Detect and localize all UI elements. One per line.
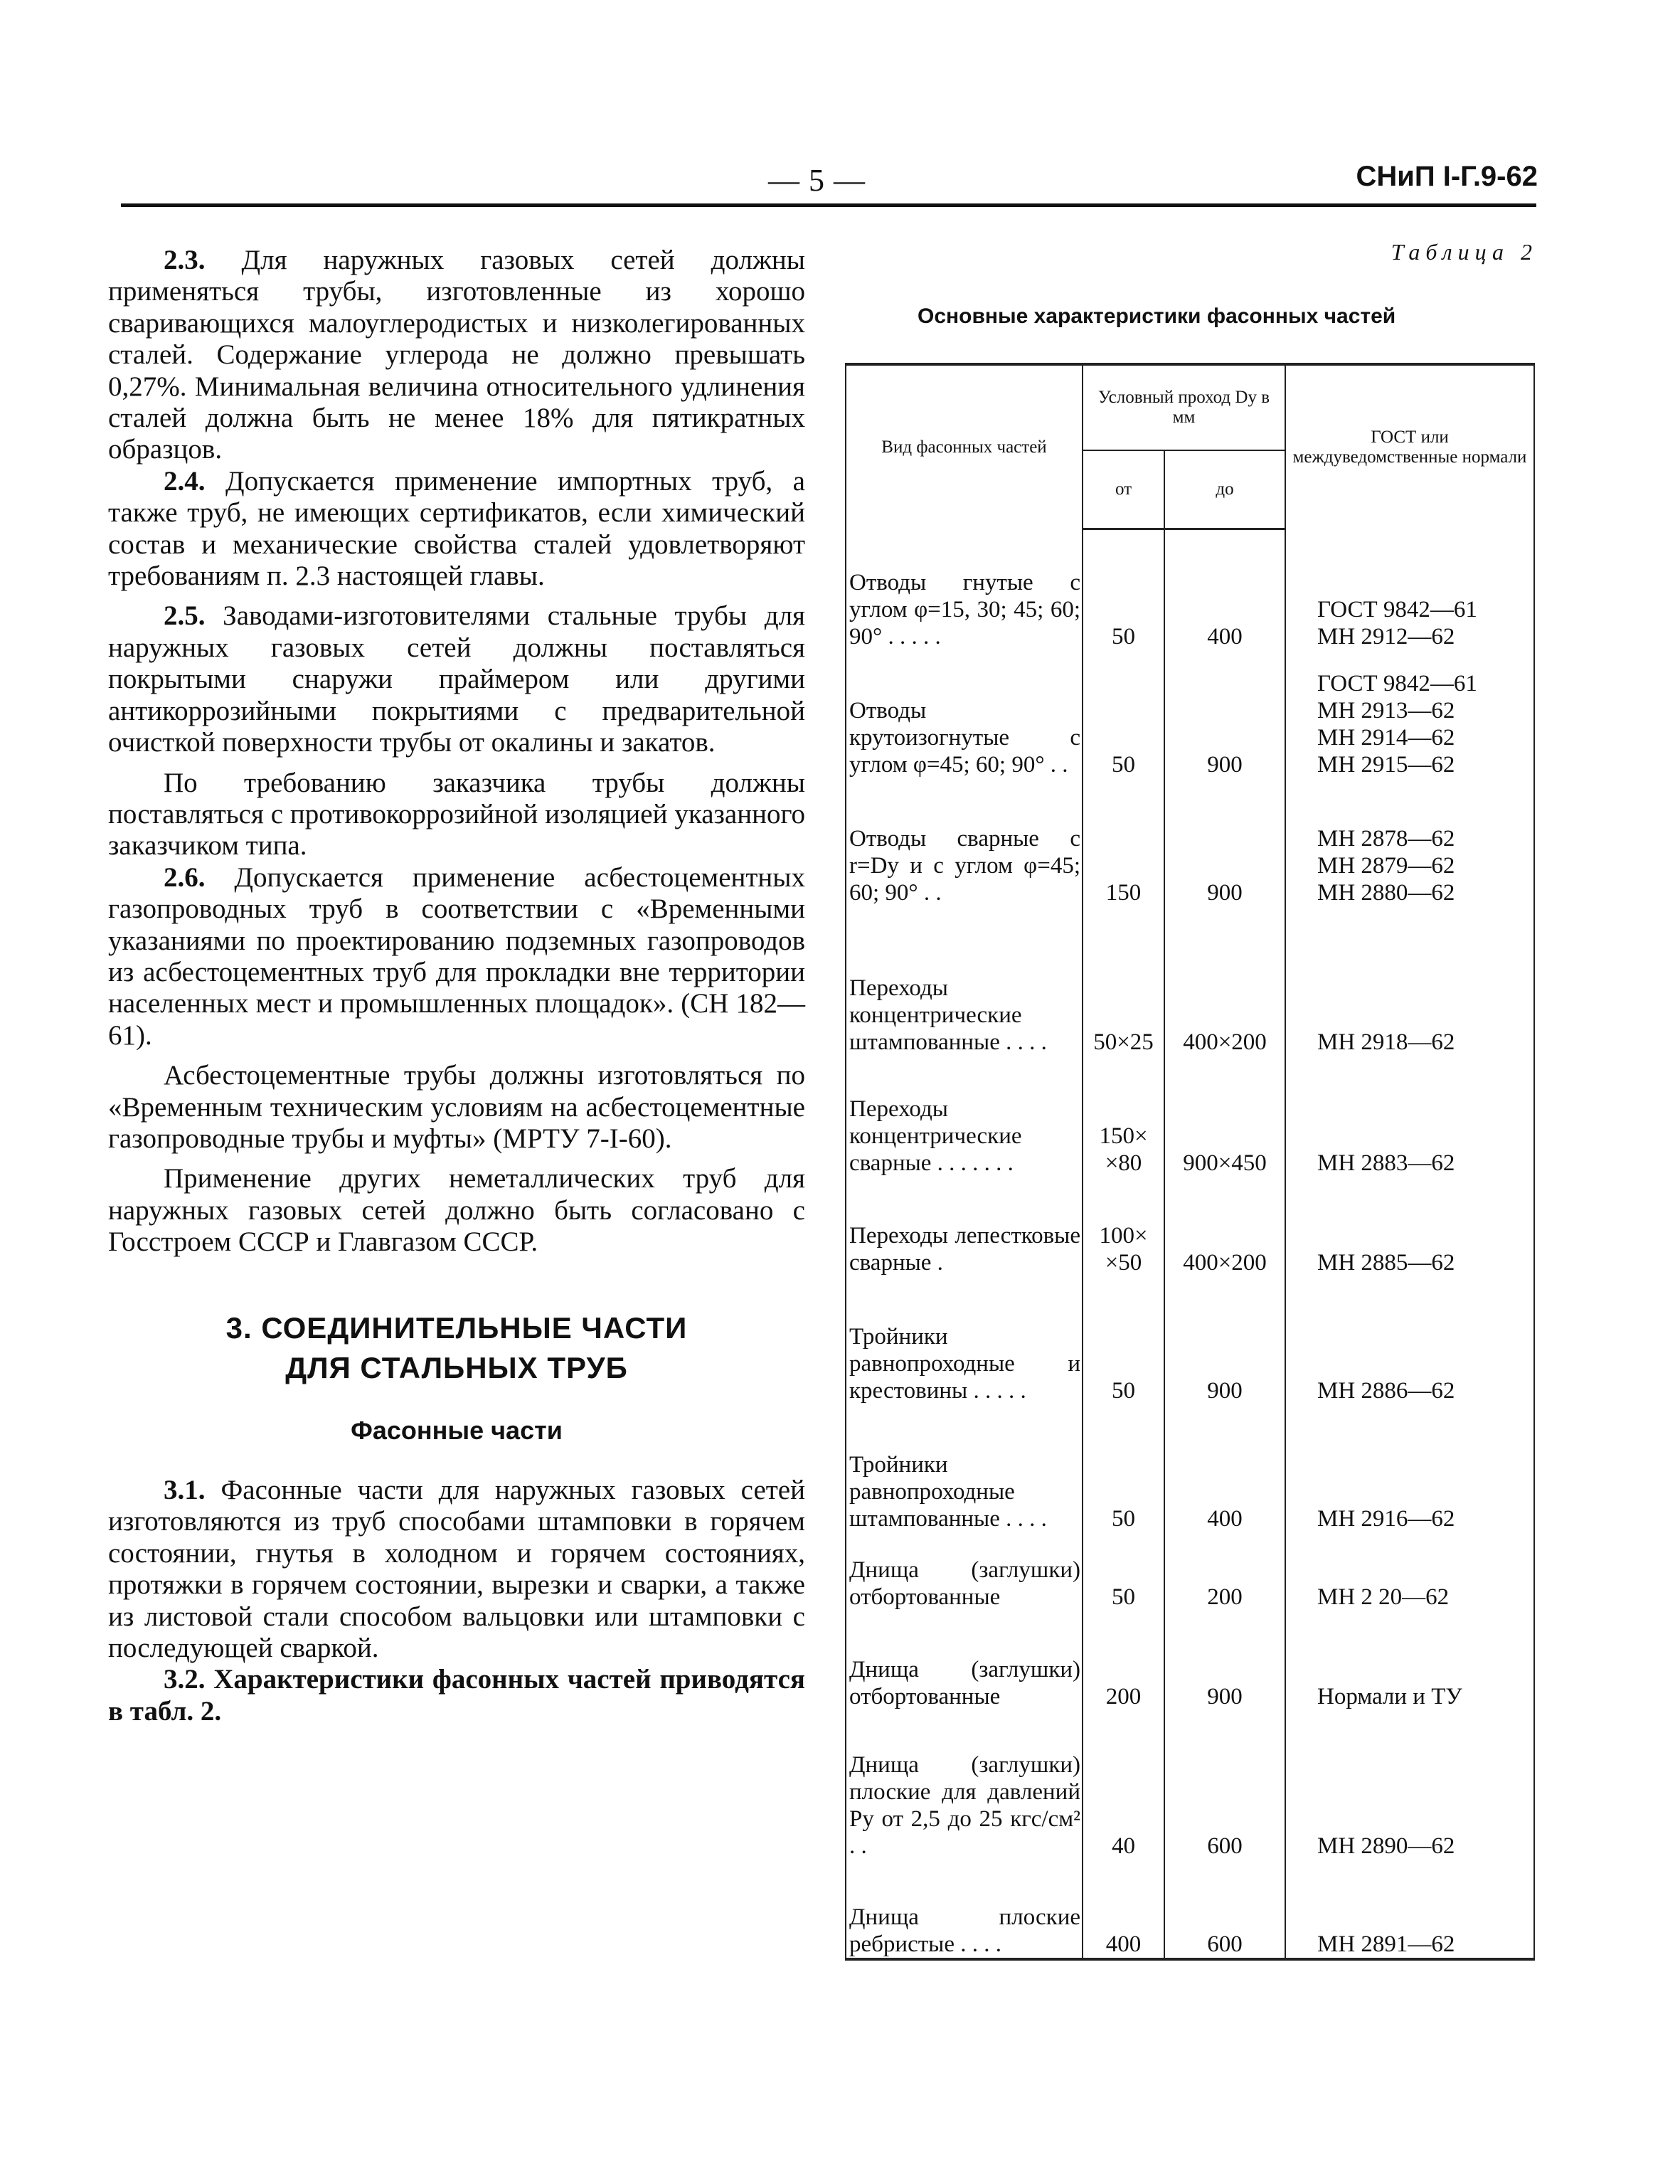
bore-to-cell: 600 <box>1164 1860 1285 1959</box>
bore-from-cell: 50 <box>1083 529 1164 650</box>
gost-cell <box>1285 529 1534 650</box>
table-title: Основные характеристики фасонных частей <box>918 304 1396 328</box>
bore-from-cell: 40 <box>1083 1710 1164 1860</box>
gost-cell <box>1285 778 1534 906</box>
bore-from-cell: 50 <box>1083 1404 1164 1532</box>
clause-text: Фасонные части для наружных газовых сетей изготовляются из труб способами штамповки в горячем состоянии, гнутья в холодном и горячем состояниях, протяжки в горячем состоянии, вырезки и сварки, а также из листовой стали способом вальцовки или штамповки с последующей сваркой. <box>108 1475 805 1664</box>
gost-reference: МН 2914—62 <box>1317 724 1455 751</box>
gost-reference: МН 2880—62 <box>1317 879 1455 906</box>
bore-to-cell: 900 <box>1164 1276 1285 1404</box>
table-row <box>846 1276 1534 1404</box>
gost-reference: Нормали и ТУ <box>1317 1683 1462 1709</box>
header-to: до <box>1164 450 1285 529</box>
table-row <box>846 906 1534 1056</box>
bore-to-cell: 400 <box>1164 529 1285 650</box>
fitting-type-cell: Днища плоские ребристые . . . . <box>846 1860 1083 1959</box>
clause-number: 2.6. <box>164 862 206 893</box>
bore-to-cell: 900 <box>1164 1611 1285 1710</box>
gost-reference: МН 2913—62 <box>1317 697 1455 723</box>
fitting-type-cell: Тройники равнопроходные и крестовины . . . . . <box>846 1276 1083 1404</box>
bore-from-cell: 150× ×80 <box>1083 1056 1164 1177</box>
table-row <box>846 650 1534 778</box>
table-row <box>846 1532 1534 1611</box>
paragraph-3-2 <box>108 1664 805 1727</box>
header-fitting-type: Вид фасонных частей <box>846 364 1083 529</box>
gost-cell <box>1285 1710 1534 1860</box>
bore-from-cell: 50 <box>1083 1532 1164 1611</box>
paragraph-2-6-cont2: Применение других неметаллических труб для наружных газовых сетей должно быть согласовано с Госстроем СССР и Главгазом СССР. <box>108 1163 805 1258</box>
bore-to-cell: 900 <box>1164 650 1285 778</box>
subsection-title: Фасонные части <box>351 1415 563 1445</box>
paragraph-2-6 <box>108 862 805 1051</box>
bore-from-cell: 50 <box>1083 650 1164 778</box>
paragraph-2-3 <box>108 245 805 466</box>
header-from: от <box>1083 450 1164 529</box>
fitting-type-cell: Днища (заглушки) отбортованные <box>846 1611 1083 1710</box>
gost-cell <box>1285 1860 1534 1959</box>
paragraph-2-4 <box>108 466 805 593</box>
bore-to-cell: 400 <box>1164 1404 1285 1532</box>
fittings-table <box>845 363 1535 1961</box>
fitting-type-cell: Тройники равнопроходные штампованные . . . . <box>846 1404 1083 1532</box>
paragraph-2-5-cont: По требованию заказчика трубы должны поставляться с противокоррозийной изоляцией указанного заказчиком типа. <box>108 767 805 862</box>
gost-reference: МН 2879—62 <box>1317 852 1455 879</box>
table-row <box>846 1710 1534 1860</box>
table-row <box>846 1177 1534 1276</box>
table-row <box>846 1404 1534 1532</box>
gost-reference: МН 2912—62 <box>1317 623 1455 650</box>
fitting-type-cell: Переходы лепестковые сварные . <box>846 1177 1083 1276</box>
gost-reference: МН 2915—62 <box>1317 751 1455 778</box>
clause-number: 2.4. <box>164 465 206 497</box>
clause-text: Для наружных газовых сетей должны применяться трубы, изготовленные из хорошо сваривающихся малоуглеродистых и низколегированных сталей. Содержание углерода не должно превышать 0,27%. Минимальная величина относительного удлинения сталей должна быть не менее 18% для пятикратных образцов. <box>108 245 805 465</box>
header-gost: ГОСТ или междуведомственные нормали <box>1285 364 1534 529</box>
table-body <box>846 529 1534 1959</box>
gost-reference: МН 2891—62 <box>1317 1931 1455 1957</box>
gost-reference: МН 2883—62 <box>1317 1150 1455 1176</box>
gost-cell <box>1285 906 1534 1056</box>
gost-reference: МН 2878—62 <box>1317 825 1455 852</box>
bore-to-cell: 200 <box>1164 1532 1285 1611</box>
section-title-line1: 3. СОЕДИНИТЕЛЬНЫЕ ЧАСТИ <box>225 1310 688 1345</box>
gost-reference: МН 2886—62 <box>1317 1377 1455 1404</box>
gost-reference: ГОСТ 9842—61 <box>1317 670 1477 696</box>
clause-text: Допускается применение импортных труб, а также труб, не имеющих сертификатов, если химический состав и механические свойства сталей удовлетворяют требованиям п. 2.3 настоящей главы. <box>108 465 805 592</box>
gost-cell <box>1285 1532 1534 1611</box>
fitting-type-cell: Отводы крутоизогнутые с углом φ=45; 60; 90° . . <box>846 650 1083 778</box>
gost-cell <box>1285 1611 1534 1710</box>
gost-reference: МН 2918—62 <box>1317 1029 1455 1055</box>
gost-reference: МН 2890—62 <box>1317 1833 1455 1859</box>
clause-text: Допускается применение асбестоцементных газопроводных труб в соответствии с «Временными указаниями по проектированию подземных газопроводов из асбестоцементных труб для прокладки вне территории населенных мест и промышленных площадок». (СН 182—61). <box>108 862 805 1051</box>
clause-number: 2.5. <box>164 600 206 632</box>
header-nominal-bore: Условный проход Dу в мм <box>1083 364 1285 450</box>
fitting-type-cell: Переходы концентрические сварные . . . . . . . <box>846 1056 1083 1177</box>
gost-reference: МН 2 20—62 <box>1317 1584 1450 1610</box>
section-title-line2: ДЛЯ СТАЛЬНЫХ ТРУБ <box>285 1350 628 1384</box>
bore-to-cell: 600 <box>1164 1710 1285 1860</box>
table-row <box>846 529 1534 650</box>
fitting-type-cell: Днища (заглушки) отбортованные <box>846 1532 1083 1611</box>
gost-cell <box>1285 1056 1534 1177</box>
clause-text: Заводами-изготовителями стальные трубы для наружных газовых сетей должны поставляться покрытыми снаружи праймером или другими антикоррозийными покрытиями с предварительной очисткой поверхности трубы от окалины и закатов. <box>108 600 805 758</box>
clause-number: 3.1. <box>164 1475 206 1505</box>
paragraph-2-5 <box>108 600 805 758</box>
table-row <box>846 1056 1534 1177</box>
clause-number: 2.3. <box>164 245 206 275</box>
bore-from-cell: 150 <box>1083 778 1164 906</box>
gost-cell <box>1285 1404 1534 1532</box>
document-code: СНиП I-Г.9-62 <box>1356 161 1538 192</box>
paragraph-2-6-cont: Асбестоцементные трубы должны изготовляться по «Временным техническим условиям на асбестоцементные газопроводные трубы и муфты» (МРТУ 7-I-60). <box>108 1060 805 1154</box>
section-title <box>108 1308 805 1388</box>
bore-to-cell: 400×200 <box>1164 1177 1285 1276</box>
bore-from-cell: 100× ×50 <box>1083 1177 1164 1276</box>
gost-cell <box>1285 1177 1534 1276</box>
clause-text: Характеристики фасонных частей приводятся в табл. 2. <box>108 1664 805 1727</box>
table-row <box>846 1860 1534 1959</box>
bore-from-cell: 400 <box>1083 1860 1164 1959</box>
header-rule <box>121 203 1536 207</box>
left-column <box>108 245 805 1727</box>
fitting-type-cell: Отводы сварные с r=Dу и с углом φ=45; 60; 90° . . <box>846 778 1083 906</box>
gost-reference: МН 2916—62 <box>1317 1505 1455 1532</box>
fitting-type-cell: Переходы концентрические штампованные . . . . <box>846 906 1083 1056</box>
bore-to-cell: 900×450 <box>1164 1056 1285 1177</box>
clause-number: 3.2. <box>164 1664 206 1695</box>
gost-reference: МН 2885—62 <box>1317 1249 1455 1276</box>
bore-from-cell: 200 <box>1083 1611 1164 1710</box>
fitting-type-cell: Отводы гнутые с углом φ=15, 30; 45; 60; 90° . . . . . <box>846 529 1083 650</box>
bore-from-cell: 50×25 <box>1083 906 1164 1056</box>
bore-from-cell: 50 <box>1083 1276 1164 1404</box>
paragraph-3-1 <box>108 1475 805 1664</box>
gost-cell <box>1285 1276 1534 1404</box>
gost-cell <box>1285 650 1534 778</box>
fitting-type-cell: Днища (заглушки) плоские для давлений Pу от 2,5 до 25 кгс/см² . . <box>846 1710 1083 1860</box>
bore-to-cell: 400×200 <box>1164 906 1285 1056</box>
bore-to-cell: 900 <box>1164 778 1285 906</box>
table-caption: Таблица 2 <box>1391 239 1538 265</box>
gost-reference: ГОСТ 9842—61 <box>1317 596 1477 622</box>
table-row <box>846 1611 1534 1710</box>
page-number: — 5 — <box>768 163 866 198</box>
table-row <box>846 778 1534 906</box>
